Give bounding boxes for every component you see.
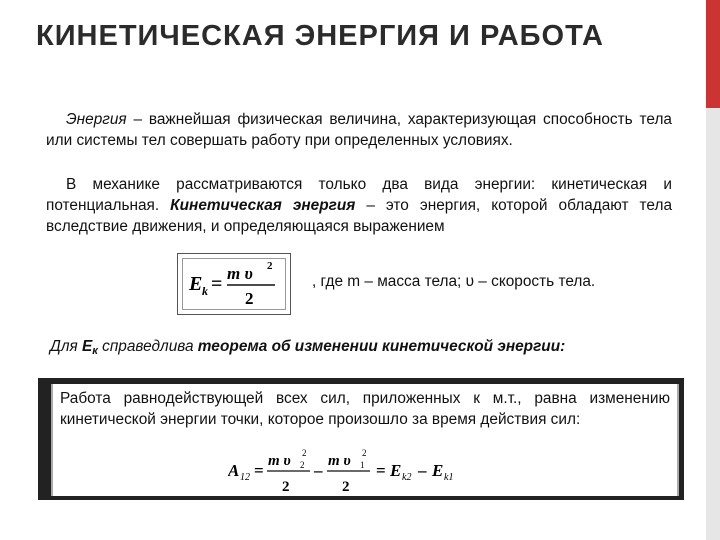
side-bar xyxy=(706,108,720,540)
work-den-2: 2 xyxy=(342,479,350,495)
theorem-intro xyxy=(50,338,565,357)
kinetic-definition-text: – это энергия, которой обладают тела вследствие движения, и определяющаяся выражением xyxy=(46,196,673,235)
term-kinetic-energy: Кинетическая энергия xyxy=(170,196,356,214)
accent-bar xyxy=(706,0,720,108)
work-lhs: A xyxy=(228,461,240,480)
kinetic-energy-formula xyxy=(183,259,285,309)
work-num-1: m υ xyxy=(268,453,291,469)
kinetic-intro-text: В механике рассматриваются только два вида энергии: кинетическая и потенциальная. xyxy=(46,176,672,214)
work-num-1-sub: 2 xyxy=(300,460,305,470)
work-minus-2: – xyxy=(418,461,427,480)
work-e2: E xyxy=(390,461,402,480)
energy-definition xyxy=(46,110,672,152)
theorem-prefix: Для xyxy=(50,338,83,355)
formula-lhs-sub: k xyxy=(202,284,208,298)
theorem-statement: Работа равнодействующей всех сил, приложенных к м.т., равна изменению кинетической энергии точки, которое произошло за время действия сил: xyxy=(60,390,670,428)
work-energy-formula xyxy=(228,448,464,496)
formula-equals: = xyxy=(211,273,223,295)
work-den-1: 2 xyxy=(282,479,290,495)
work-num-2-sub: 1 xyxy=(360,460,365,470)
formula-power: 2 xyxy=(267,260,273,272)
work-e1-sub: k1 xyxy=(444,472,454,483)
work-equals-1: = xyxy=(254,461,264,480)
kinetic-definition xyxy=(46,175,672,237)
formula-numerator: m υ xyxy=(227,264,253,283)
theorem-ek-sub: к xyxy=(92,345,98,357)
theorem-middle: справедлива xyxy=(97,338,198,355)
energy-definition-text: – важнейшая физическая величина, характеризующая способность тела или системы тел совершать работу при определенных условиях. xyxy=(46,111,672,149)
work-e2-sub: k2 xyxy=(402,472,412,483)
formula-frame xyxy=(182,258,286,310)
work-num-2-pow: 2 xyxy=(362,448,367,458)
term-energy: Энергия xyxy=(66,111,127,128)
work-equals-2: = xyxy=(376,461,386,480)
slide-title: КИНЕТИЧЕСКАЯ ЭНЕРГИЯ И РАБОТА xyxy=(36,20,604,52)
work-num-2: m υ xyxy=(328,453,351,469)
work-num-1-pow: 2 xyxy=(302,448,307,458)
work-e1: E xyxy=(432,461,444,480)
theorem-ek: E xyxy=(82,338,93,355)
formula-denominator: 2 xyxy=(245,289,254,308)
formula-lhs: E xyxy=(189,273,203,295)
work-minus: – xyxy=(314,461,323,480)
work-lhs-sub: 12 xyxy=(240,472,250,483)
theorem-name: теорема об изменении кинетической энергии: xyxy=(197,338,566,355)
formula-caption: , где m – масса тела; υ – скорость тела. xyxy=(312,273,596,290)
kinetic-energy-formula-box xyxy=(177,253,291,315)
